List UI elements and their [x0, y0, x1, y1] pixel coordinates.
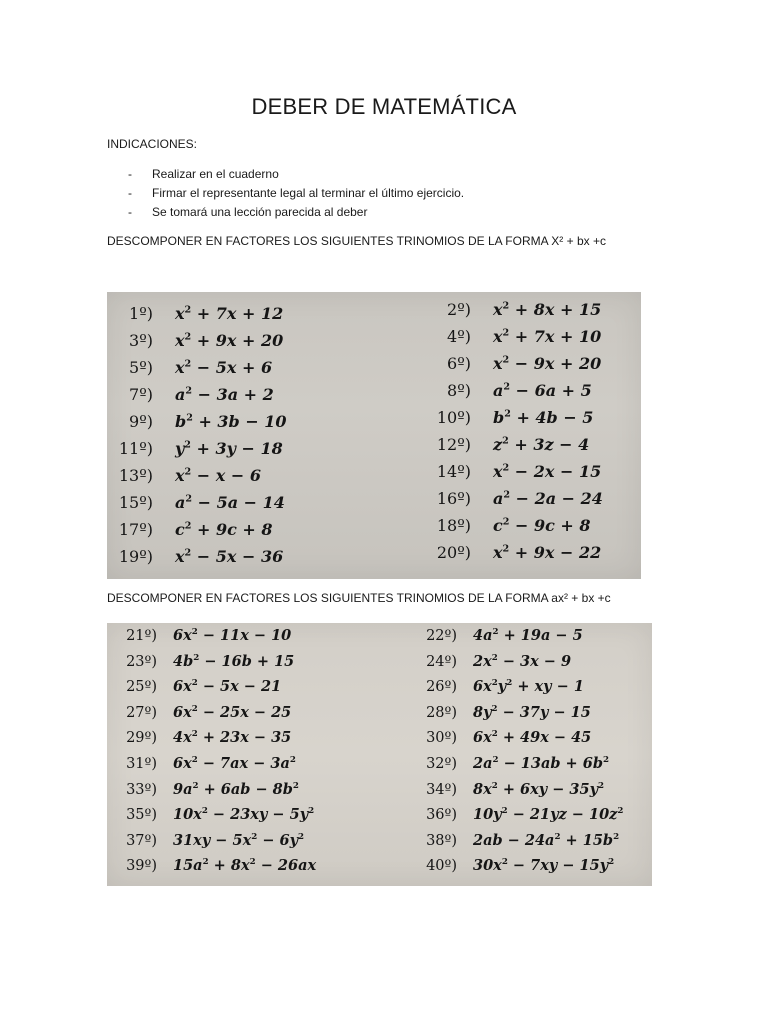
exercise-expression: $2a^2 - 13ab + 6b^2$	[473, 755, 610, 772]
exercise-number: 5º)	[129, 358, 153, 377]
exercise-item	[407, 627, 583, 644]
dash-bullet: -	[128, 205, 132, 219]
exercise-expression: $a^2 - 6a + 5$	[493, 381, 592, 400]
exercise-item	[107, 832, 304, 849]
exercise-expression: $6x^2 + 49x - 45$	[473, 729, 592, 747]
exercise-item	[425, 408, 593, 427]
exercise-number: 1º)	[129, 304, 153, 323]
exercise-expression: $x^2 + 7x + 10$	[493, 327, 602, 346]
exercise-expression: $b^2 + 3b - 10$	[175, 412, 287, 431]
instructions-list	[128, 165, 464, 222]
exercise-expression: $6x^2 - 11x - 10$	[173, 627, 292, 644]
exercise-expression: $15a^2 + 8x^2 - 26ax$	[173, 857, 317, 875]
exercise-item	[107, 678, 281, 695]
exercise-number: 25º)	[126, 679, 157, 696]
exercise-number: 38º)	[426, 832, 457, 849]
section-heading-1: DESCOMPONER EN FACTORES LOS SIGUIENTES TRINOMIOS DE LA FORMA X² + bx +c	[107, 234, 606, 248]
exercise-number: 3º)	[129, 331, 153, 350]
exercise-number: 19º)	[118, 547, 153, 566]
exercise-expression: $z^2 + 3z - 4$	[493, 435, 590, 454]
exercise-number: 9º)	[129, 412, 153, 431]
exercise-number: 15º)	[118, 493, 153, 512]
exercise-expression: $x^2 - 5x + 6$	[175, 358, 273, 377]
exercise-item	[425, 354, 601, 373]
exercise-number: 40º)	[426, 858, 457, 875]
exercise-item	[107, 439, 283, 458]
exercise-expression: $31xy - 5x^2 - 6y^2$	[173, 831, 305, 849]
exercise-item	[107, 331, 283, 350]
exercise-item	[107, 466, 261, 485]
exercise-photo-1	[107, 292, 641, 579]
exercise-number: 37º)	[126, 832, 157, 849]
instruction-text: Se tomará una lección parecida al deber	[152, 205, 368, 219]
exercise-expression: $2ab - 24a^2 + 15b^2$	[473, 831, 620, 849]
exercise-number: 24º)	[426, 653, 457, 670]
exercise-number: 35º)	[126, 807, 157, 824]
exercise-number: 14º)	[436, 462, 471, 481]
exercise-number: 31º)	[126, 756, 157, 772]
exercise-item	[407, 806, 623, 823]
exercise-item	[107, 412, 287, 431]
exercise-item	[107, 857, 316, 874]
exercise-item	[425, 300, 601, 319]
exercise-item	[107, 653, 294, 670]
exercise-expression: $a^2 - 2a - 24$	[493, 489, 603, 508]
exercise-number: 26º)	[426, 679, 457, 696]
exercise-number: 6º)	[447, 354, 471, 373]
dash-bullet: -	[128, 186, 132, 200]
exercise-expression: $8y^2 - 37y - 15$	[473, 703, 591, 721]
exercise-expression: $2x^2 - 3x - 9$	[473, 652, 572, 670]
exercise-expression: $x^2 + 8x + 15$	[493, 300, 602, 319]
exercise-expression: $x^2 + 9x + 20$	[175, 331, 284, 350]
exercise-expression: $4b^2 - 16b + 15$	[173, 652, 295, 670]
dash-bullet: -	[128, 167, 132, 181]
exercise-number: 17º)	[118, 520, 153, 539]
list-item	[128, 165, 464, 184]
exercise-number: 30º)	[426, 730, 457, 747]
exercise-item	[107, 729, 291, 746]
exercise-item	[407, 729, 591, 746]
page-title: DEBER DE MATEMÁTICA	[251, 94, 517, 119]
exercise-item	[407, 653, 571, 670]
exercise-number: 13º)	[118, 466, 153, 485]
exercise-expression: $x^2 - 5x - 36$	[175, 547, 284, 566]
exercise-item	[425, 543, 601, 562]
exercise-item	[107, 385, 274, 404]
exercise-number: 18º)	[436, 516, 471, 535]
exercise-number: 33º)	[126, 781, 157, 798]
exercise-item	[107, 627, 291, 644]
exercise-item	[425, 489, 603, 508]
exercise-number: 11º)	[118, 439, 153, 458]
exercise-number: 34º)	[426, 781, 457, 798]
exercise-item	[425, 327, 601, 346]
exercise-expression: $x^2 - 2x - 15$	[493, 462, 602, 481]
exercise-expression: $y^2 + 3y - 18$	[175, 439, 283, 458]
exercise-expression: $x^2 - x - 6$	[175, 466, 261, 485]
exercise-number: 22º)	[426, 628, 457, 644]
exercise-expression: $c^2 - 9c + 8$	[493, 516, 591, 535]
exercise-expression: $6x^2 - 5x - 21$	[173, 678, 282, 696]
exercise-item	[425, 516, 591, 535]
exercise-item	[407, 678, 584, 695]
exercise-number: 32º)	[426, 756, 457, 772]
exercise-number: 10º)	[436, 408, 471, 427]
exercise-expression: $6x^2y^2$ + xy − 1	[473, 678, 584, 696]
exercise-expression: $x^2 + 9x - 22$	[493, 543, 602, 562]
exercise-number: 12º)	[436, 435, 471, 454]
exercise-number: 8º)	[447, 381, 471, 400]
exercise-item	[107, 304, 283, 323]
instructions-label: INDICACIONES:	[107, 137, 198, 151]
exercise-expression: $a^2 - 5a - 14$	[175, 493, 285, 512]
exercise-number: 36º)	[426, 807, 457, 824]
exercise-list-2	[107, 623, 652, 886]
exercise-expression: $6x^2 - 7ax - 3a^2$	[173, 755, 296, 772]
exercise-photo-2	[107, 623, 652, 886]
exercise-item	[107, 781, 299, 798]
exercise-number: 16º)	[436, 489, 471, 508]
exercise-item	[425, 381, 592, 400]
exercise-number: 4º)	[447, 327, 471, 346]
exercise-number: 20º)	[436, 543, 471, 562]
exercise-item	[407, 755, 609, 772]
exercise-item	[407, 857, 614, 874]
instruction-text: Realizar en el cuaderno	[152, 167, 279, 181]
exercise-item	[407, 704, 591, 721]
exercise-expression: $x^2 - 9x + 20$	[493, 354, 602, 373]
exercise-expression: $10y^2 - 21yz - 10z^2$	[473, 806, 624, 824]
exercise-number: 21º)	[126, 628, 157, 644]
exercise-expression: $c^2 + 9c + 8$	[175, 520, 273, 539]
exercise-expression: $4a^2 + 19a - 5$	[473, 627, 583, 644]
exercise-number: 29º)	[126, 730, 157, 747]
exercise-expression: $10x^2 - 23xy - 5y^2$	[173, 806, 315, 824]
exercise-item	[407, 832, 619, 849]
exercise-number: 27º)	[126, 704, 157, 721]
exercise-expression: $x^2 + 7x + 12$	[175, 304, 284, 323]
section-heading-2: DESCOMPONER EN FACTORES LOS SIGUIENTES TRINOMIOS DE LA FORMA ax² + bx +c	[107, 591, 611, 605]
exercise-item	[107, 806, 314, 823]
exercise-expression: $6x^2 - 25x - 25$	[173, 703, 292, 721]
list-item	[128, 184, 464, 203]
exercise-list-1	[107, 292, 641, 579]
exercise-item	[425, 462, 601, 481]
exercise-number: 39º)	[126, 858, 157, 875]
exercise-number: 28º)	[426, 704, 457, 721]
exercise-item	[407, 781, 604, 798]
exercise-item	[107, 358, 272, 377]
exercise-expression: $8x^2 + 6xy - 35y^2$	[473, 780, 605, 798]
exercise-expression: $9a^2 + 6ab - 8b^2$	[173, 780, 299, 798]
exercise-expression: $30x^2 - 7xy - 15y^2$	[473, 857, 615, 875]
exercise-item	[425, 435, 589, 454]
exercise-item	[107, 755, 296, 772]
exercise-item	[107, 547, 283, 566]
list-item	[128, 203, 464, 222]
exercise-item	[107, 493, 285, 512]
exercise-number: 2º)	[447, 300, 471, 319]
exercise-number: 7º)	[129, 385, 153, 404]
exercise-item	[107, 704, 291, 721]
exercise-number: 23º)	[126, 653, 157, 670]
instruction-text: Firmar el representante legal al terminar el último ejercicio.	[152, 186, 465, 200]
exercise-expression: $4x^2 + 23x - 35$	[173, 729, 292, 747]
exercise-expression: $a^2 - 3a + 2$	[175, 385, 274, 404]
exercise-expression: $b^2 + 4b - 5$	[493, 408, 594, 427]
exercise-item	[107, 520, 273, 539]
